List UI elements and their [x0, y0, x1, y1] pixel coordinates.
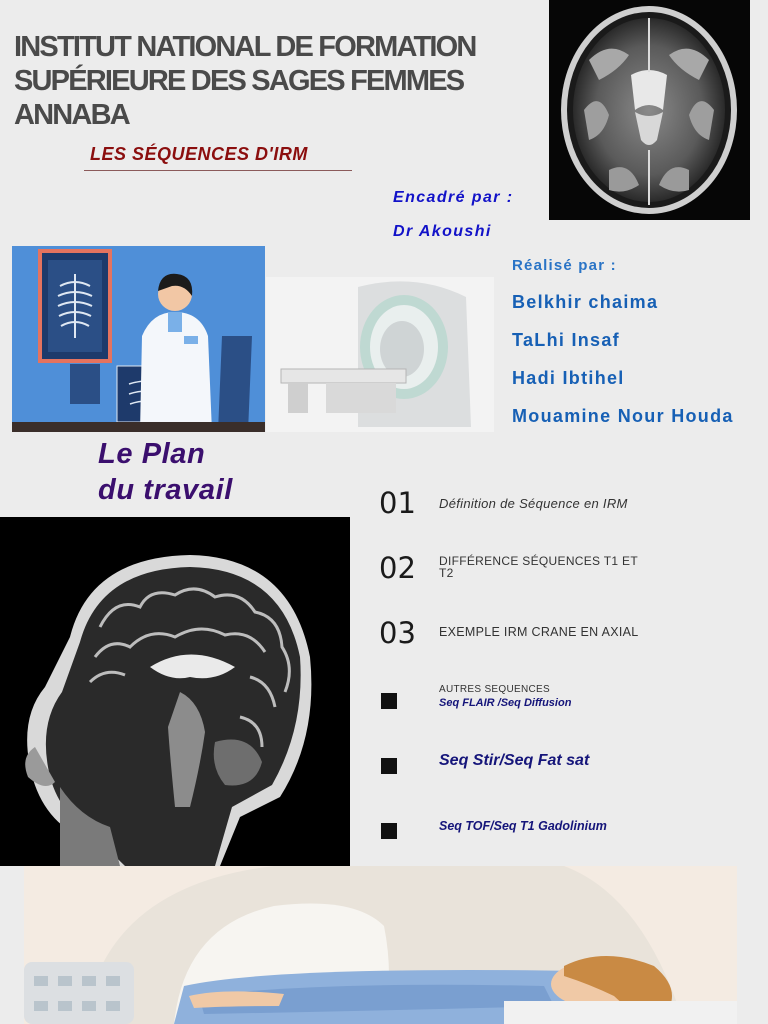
subtitle-underline: [84, 170, 352, 171]
author-name: Belkhir chaima: [512, 292, 659, 312]
square-bullet-icon: [381, 823, 397, 839]
author-name: TaLhi Insaf: [512, 330, 620, 350]
plan-item-number: 01: [379, 486, 416, 520]
document-subtitle: LES SÉQUENCES D'IRM: [90, 144, 308, 164]
plan-item-text-line: DIFFÉRENCE SÉQUENCES T1 ET: [439, 554, 638, 568]
plan-heading: [98, 436, 233, 508]
square-bullet-icon: [381, 693, 397, 709]
supervisor-name: Dr Akoushi: [393, 223, 492, 240]
plan-item-text: EXEMPLE IRM CRANE EN AXIAL: [439, 625, 639, 639]
plan-item-number: 02: [379, 551, 416, 585]
plan-item-text: Définition de Séquence en IRM: [439, 496, 628, 511]
axial-brain-mri-image: [549, 0, 750, 220]
plan-heading-line-2: du travail: [98, 474, 233, 506]
authors-label: Réalisé par :: [512, 257, 617, 274]
doctor-xray-illustration: [12, 246, 265, 432]
plan-item-text: AUTRES SEQUENCES: [439, 684, 550, 695]
plan-item-subtext: Seq FLAIR /Seq Diffusion: [439, 697, 572, 709]
title-line-1: INSTITUT NATIONAL DE FORMATION: [14, 31, 476, 63]
author-name: Hadi Ibtihel: [512, 368, 625, 388]
plan-item-number: 03: [379, 616, 416, 650]
plan-item-text: [439, 555, 638, 579]
plan-item-text: Seq TOF/Seq T1 Gadolinium: [439, 819, 607, 833]
supervisor-label: Encadré par :: [393, 189, 514, 206]
author-name: Mouamine Nour Houda: [512, 406, 734, 426]
plan-heading-line-1: Le Plan: [98, 438, 206, 470]
square-bullet-icon: [381, 758, 397, 774]
patient-mri-photo: [24, 866, 737, 1024]
plan-item-text-line: T2: [439, 566, 454, 580]
page-title: [14, 30, 544, 132]
title-line-3: ANNABA: [14, 99, 129, 131]
mri-scanner-photo: [266, 277, 494, 432]
title-line-2: SUPÉRIEURE DES SAGES FEMMES: [14, 65, 464, 97]
plan-item-text: Seq Stir/Seq Fat sat: [439, 752, 590, 769]
sagittal-brain-mri-image: [0, 517, 350, 866]
